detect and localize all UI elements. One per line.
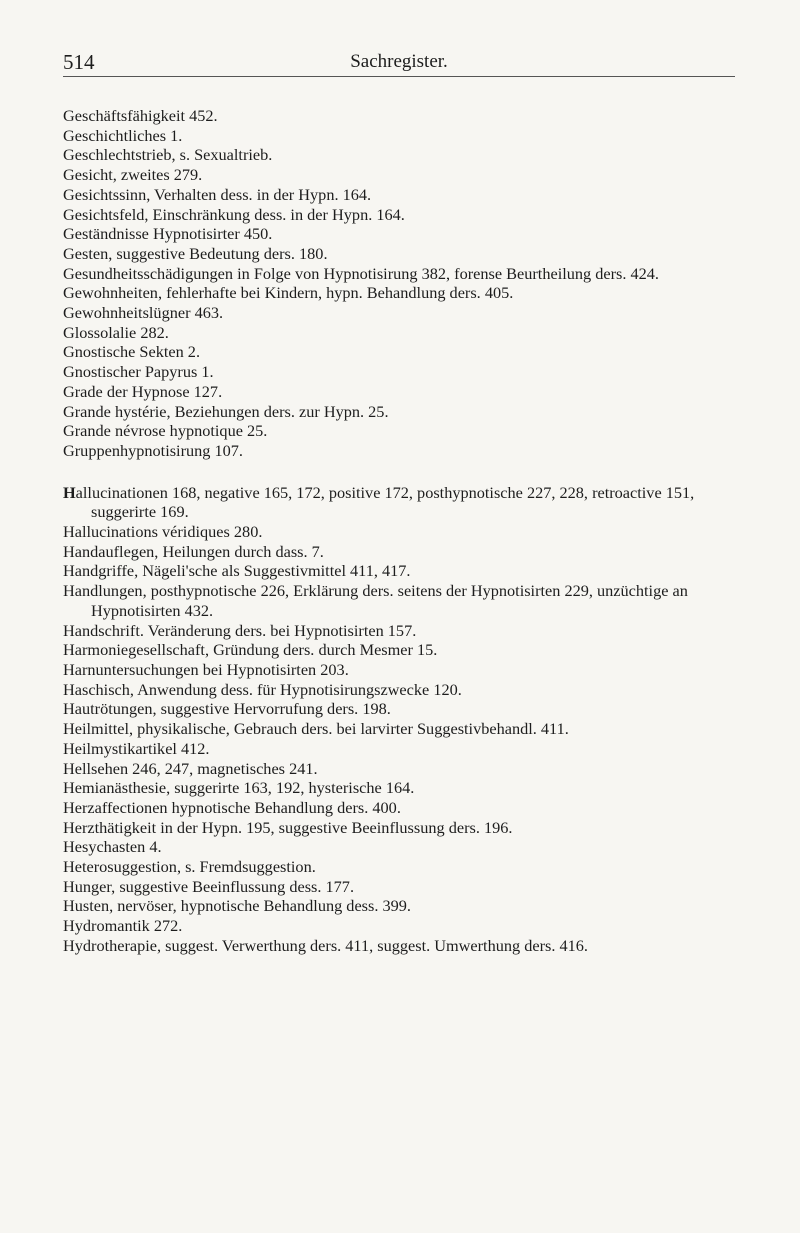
index-entry: Handauflegen, Heilungen durch dass. 7. xyxy=(63,541,324,561)
index-entry-hallucinationen xyxy=(63,483,743,522)
index-entry: Gesichtsfeld, Einschränkung dess. in der Hypn. 164. xyxy=(63,204,405,224)
index-entry: Gesundheitsschädigungen in Folge von Hypnotisirung 382, forense Beurtheilung ders. 424. xyxy=(63,263,659,283)
index-entry: Grande hystérie, Beziehungen ders. zur Hypn. 25. xyxy=(63,401,389,421)
index-entry: Handschrift. Veränderung ders. bei Hypnotisirten 157. xyxy=(63,620,417,640)
index-entry: Gnostische Sekten 2. xyxy=(63,342,201,362)
section-gap xyxy=(63,461,743,483)
index-entry: Harmoniegesellschaft, Gründung ders. durch Mesmer 15. xyxy=(63,640,438,660)
index-entry: Gruppenhypnotisirung 107. xyxy=(63,440,243,460)
section-initial-h: H xyxy=(63,482,76,502)
page-number: 514 xyxy=(63,50,95,74)
index-entry: Handlungen, posthypnotische 226, Erklärung ders. seitens der Hypnotisirten 229, unzüchtige an Hypnotisirten 432. xyxy=(63,581,688,620)
index-entry: Hellsehen 246, 247, magnetisches 241. xyxy=(63,758,318,778)
index-entry: Geschlechtstrieb, s. Sexualtrieb. xyxy=(63,145,273,165)
index-entry: Hallucinations véridiques 280. xyxy=(63,522,263,542)
index-entry: Gesichtssinn, Verhalten dess. in der Hypn. 164. xyxy=(63,184,372,204)
index-entry: Hydrotherapie, suggest. Verwerthung ders. 411, suggest. Umwerthung ders. 416. xyxy=(63,935,588,955)
index-entry: Hunger, suggestive Beeinflussung dess. 177. xyxy=(63,876,355,896)
index-entry: Geschichtliches 1. xyxy=(63,125,183,145)
page-header xyxy=(63,50,735,77)
index-entry: Hautrötungen, suggestive Hervorrufung ders. 198. xyxy=(63,699,391,719)
index-entry: Grande névrose hypnotique 25. xyxy=(63,421,268,441)
index-entry: Geschäftsfähigkeit 452. xyxy=(63,106,218,125)
index-entry: Harnuntersuchungen bei Hypnotisirten 203. xyxy=(63,659,349,679)
index-entry: Gnostischer Papyrus 1. xyxy=(63,362,214,382)
entry-text: allucinationen 168, negative 165, 172, positive 172, posthypnotische 227, 228, retroactive 151, suggerirte 169. xyxy=(75,482,695,522)
index-section-g xyxy=(63,106,743,461)
index-entry: Hesychasten 4. xyxy=(63,837,162,857)
index-entry: Herzthätigkeit in der Hypn. 195, suggestive Beeinflussung ders. 196. xyxy=(63,817,513,837)
index-entry: Geständnisse Hypnotisirter 450. xyxy=(63,224,273,244)
index-entry: Gesten, suggestive Bedeutung ders. 180. xyxy=(63,243,328,263)
index-entry: Husten, nervöser, hypnotische Behandlung dess. 399. xyxy=(63,896,411,916)
index-entry: Hemianästhesie, suggerirte 163, 192, hysterische 164. xyxy=(63,778,415,798)
index-section-h xyxy=(63,522,743,955)
index-entry: Haschisch, Anwendung dess. für Hypnotisirungszwecke 120. xyxy=(63,679,462,699)
running-title: Sachregister. xyxy=(350,51,448,72)
index-entry: Handgriffe, Nägeli'sche als Suggestivmittel 411, 417. xyxy=(63,561,411,581)
index-entry: Gewohnheitslügner 463. xyxy=(63,303,224,323)
index-entry: Heterosuggestion, s. Fremdsuggestion. xyxy=(63,857,316,877)
index-entry: Gesicht, zweites 279. xyxy=(63,165,203,185)
index-entry: Gewohnheiten, fehlerhafte bei Kindern, hypn. Behandlung ders. 405. xyxy=(63,283,514,303)
index-entry: Heilmittel, physikalische, Gebrauch ders. bei larvirter Suggestivbehandl. 411. xyxy=(63,719,569,739)
index-entry: Grade der Hypnose 127. xyxy=(63,381,223,401)
index-entry: Glossolalie 282. xyxy=(63,322,169,342)
subject-index xyxy=(63,106,743,956)
index-entry: Hydromantik 272. xyxy=(63,916,183,936)
index-entry: Herzaffectionen hypnotische Behandlung ders. 400. xyxy=(63,797,401,817)
index-entry: Heilmystikartikel 412. xyxy=(63,738,210,758)
